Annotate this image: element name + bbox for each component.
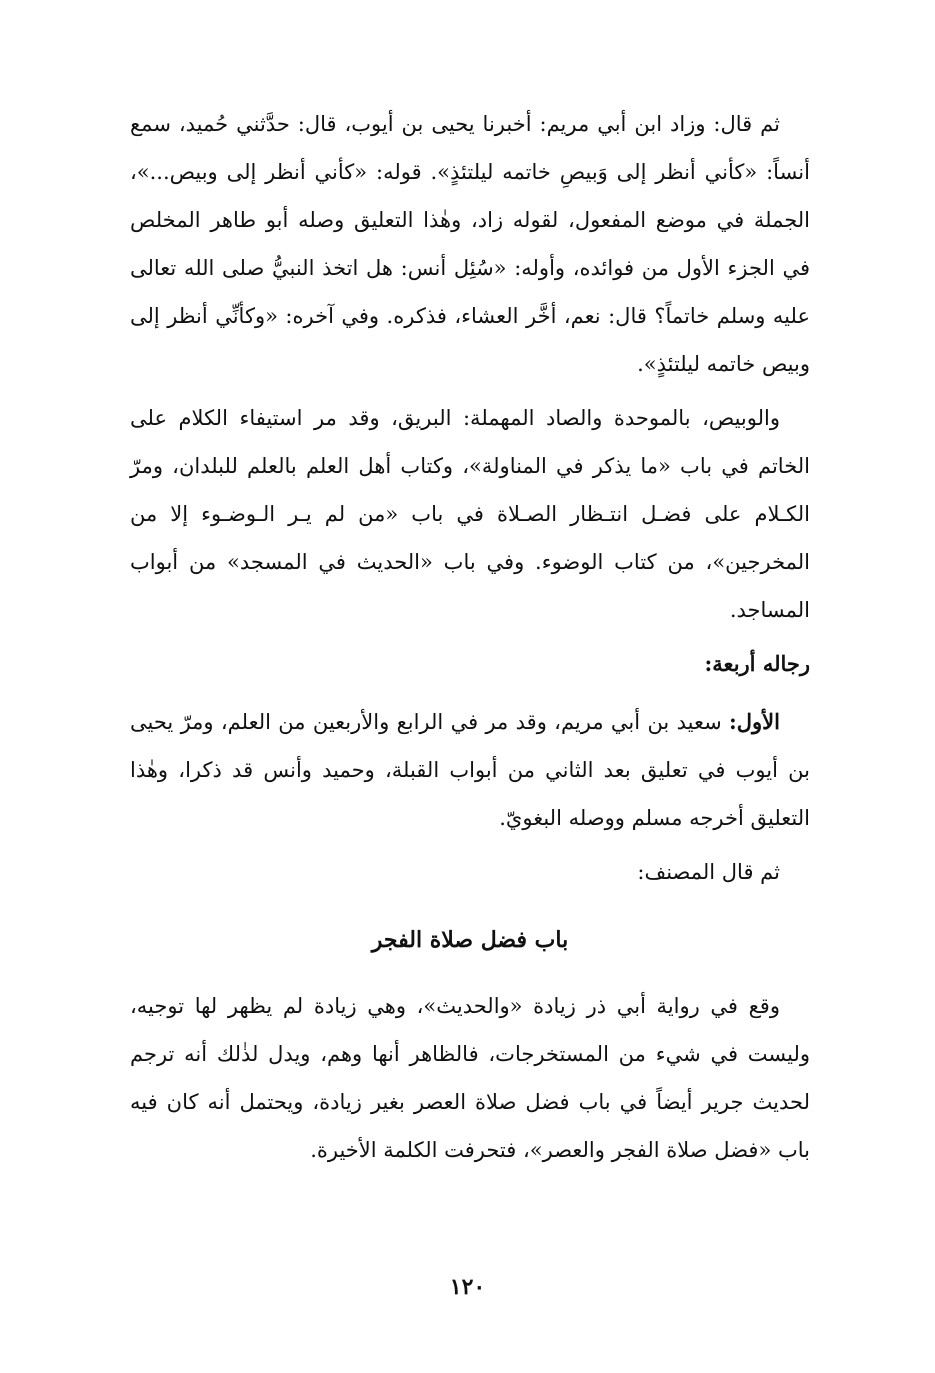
chapter-title: باب فضل صلاة الفجر (371, 927, 569, 953)
paragraph-2: والوبيص، بالموحدة والصاد المهملة: البريق، وقد مر استيفاء الكلام على الخاتم في باب «ما يذكر في المناولة»، وكتاب أهل العلم بالعلم للبلدان، ومرّ الكـلام على فضـل انتـظار الصـلاة في باب «من لم يـر الـوضـوء إلا من المخرجين»، من كتاب الوضوء. وفي باب «الحديث في المسجد» من أبواب المساجد. (130, 406, 810, 622)
paragraph-5: وقع في رواية أبي ذر زيادة «والحديث»، وهي زيادة لم يظهر لها توجيه، وليست في شيء من المستخرجات، فالظاهر أنها وهم، ويدل لذٰلك أنه ترجم لحديث جرير أيضاً في باب فضل صلاة العصر بغير زيادة، ويحتمل أنه كان فيه باب «فضل صلاة الفجر والعصر»، فتحرفت الكلمة الأخيرة. (130, 994, 810, 1162)
first-narrator-label: الأول: (729, 709, 780, 734)
page-number: ١٢٠ (449, 1274, 486, 1300)
paragraph-3 (130, 698, 810, 842)
paragraph-1: ثم قال: وزاد ابن أبي مريم: أخبرنا يحيى بن أيوب، قال: حدَّثني حُميد، سمع أنساً: «كأني أنظر إلى وَبيصِ خاتمه ليلتئذٍ». قوله: «كأني أنظر إلى وبيص...»، الجملة في موضع المفعول، لقوله زاد، وهٰذا التعليق وصله أبو طاهر المخلص في الجزء الأول من فوائده، وأوله: «سُئِل أنس: هل اتخذ النبيُّ صلى الله تعالى عليه وسلم خاتماً؟ قال: نعم، أخَّر العشاء، فذكره. وفي آخره: «وكأنِّي أنظر إلى وبيص خاتمه ليلتئذٍ». (130, 112, 810, 376)
page-body (130, 100, 810, 1174)
narrators-heading: رجاله أربعة: (704, 651, 810, 676)
paragraph-4: ثم قال المصنف: (637, 860, 780, 884)
first-narrator-text: سعيد بن أبي مريم، وقد مر في الرابع والأربعين من العلم، ومرّ يحيى بن أيوب في تعليق بعد الثاني من أبواب القبلة، وحميد وأنس قد ذكرا، وهٰذا التعليق أخرجه مسلم ووصله البغويّ. (130, 710, 810, 830)
